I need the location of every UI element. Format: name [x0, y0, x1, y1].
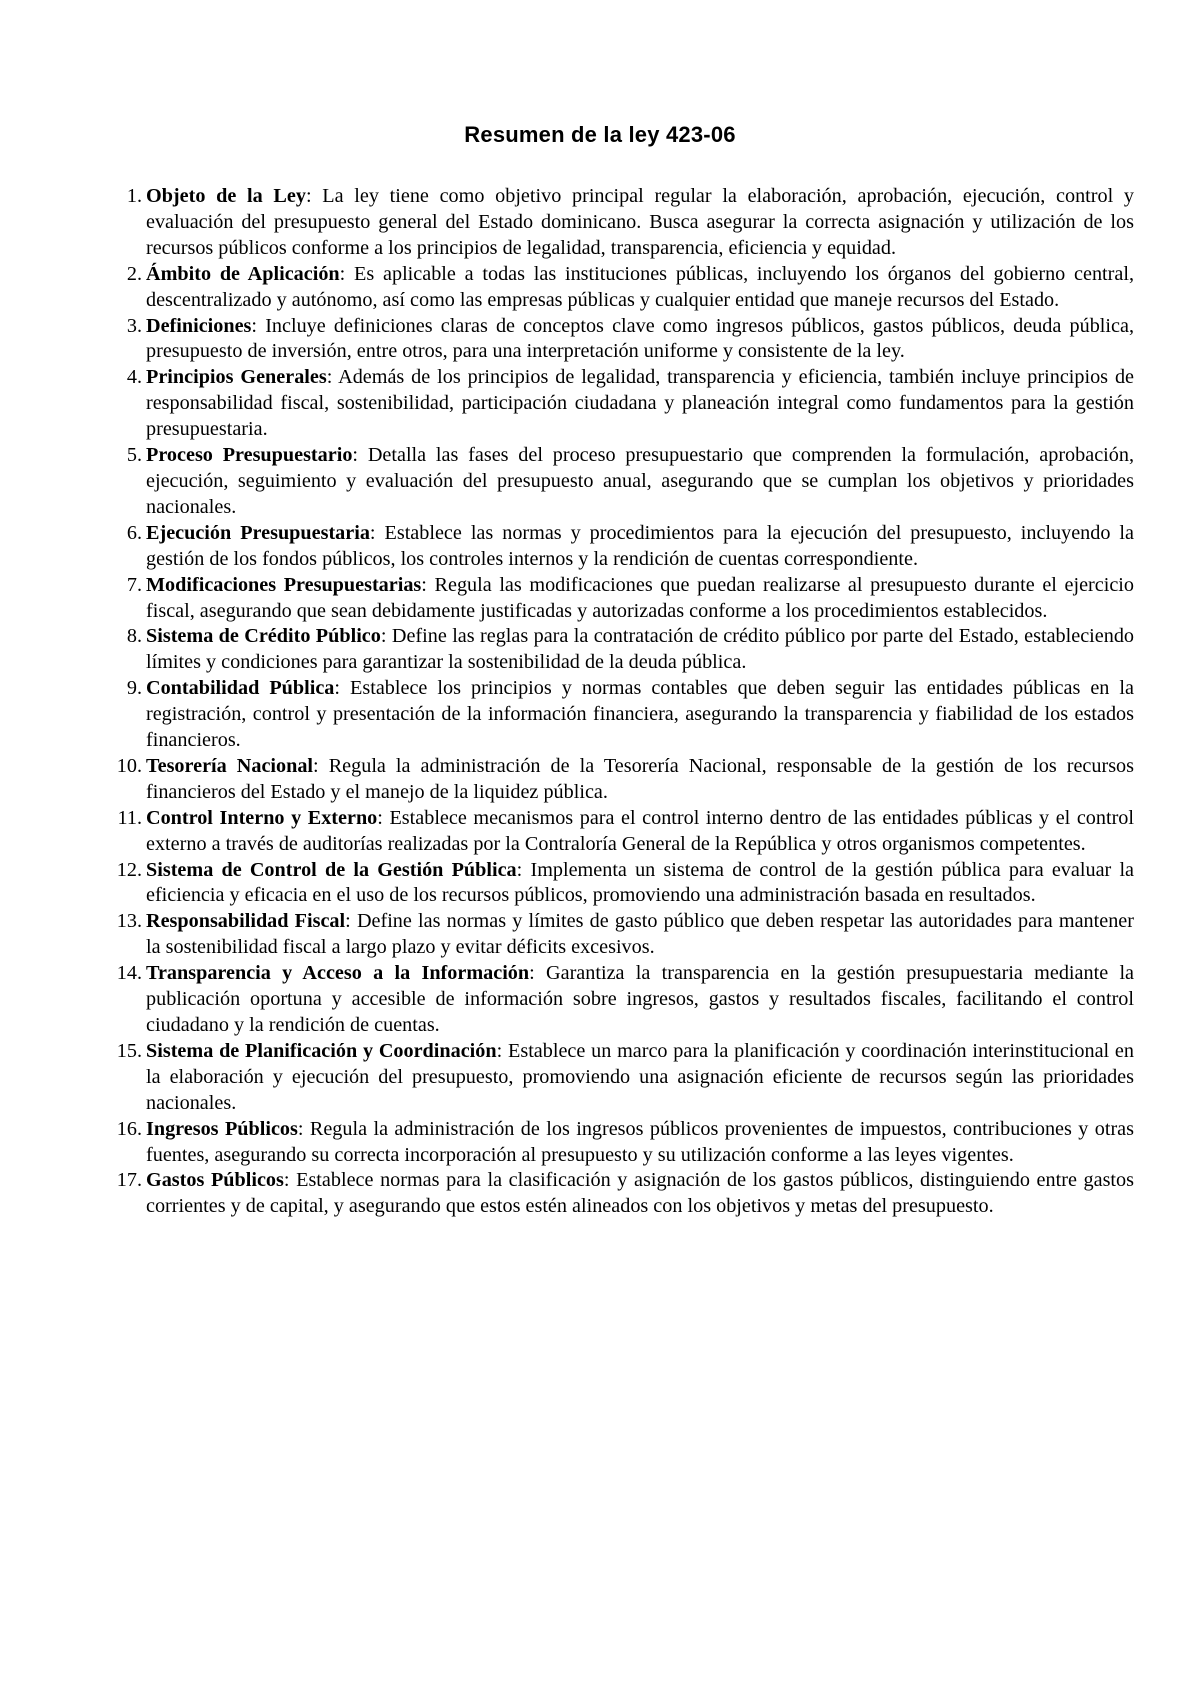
item-term: Definiciones — [146, 314, 252, 337]
item-text: Control Interno y Externo: Establece mecanismos para el control interno dentro de las entidades públicas y el control externo a través de auditorías realizadas por la Contraloría General de la República y otros organismos competentes. — [146, 806, 1135, 855]
item-number: 2. — [126, 262, 142, 285]
item-term: Modificaciones Presupuestarias — [146, 573, 422, 596]
list-item — [104, 314, 1134, 366]
item-term: Control Interno y Externo — [146, 806, 378, 829]
item-term: Responsabilidad Fiscal — [146, 910, 346, 933]
item-term: Ingresos Públicos — [146, 1117, 298, 1140]
item-description: Establece las normas y procedimientos para la ejecución del presupuesto, incluyendo la gestión de los fondos públicos, los controles internos y la rendición de cuentas correspondiente. — [146, 521, 1134, 570]
item-number: 4. — [126, 366, 142, 389]
item-description: Establece mecanismos para el control interno dentro de las entidades públicas y el control externo a través de auditorías realizadas por la Contraloría General de la República y otros organismos competentes. — [146, 806, 1135, 855]
item-description: Define las normas y límites de gasto público que deben respetar las autoridades para mantener la sostenibilidad fiscal a largo plazo y evitar déficits excesivos. — [146, 910, 1134, 959]
item-number: 9. — [126, 677, 142, 700]
item-description: Establece un marco para la planificación y coordinación interinstitucional en la elaboración y ejecución del presupuesto, promoviendo una asignación eficiente de recursos según las prioridades nacionales. — [146, 1039, 1134, 1114]
item-text: Definiciones: Incluye definiciones claras de conceptos clave como ingresos públicos, gastos públicos, deuda pública, presupuesto de inversión, entre otros, para una interpretación uniforme y consistente de la ley. — [146, 314, 1134, 363]
list-item — [104, 184, 1134, 262]
item-description: La ley tiene como objetivo principal regular la elaboración, aprobación, ejecución, control y evaluación del presupuesto general del Estado dominicano. Busca asegurar la correcta asignación y utilización de los recursos públicos conforme a los principios de legalidad, transparencia, eficiencia y equidad. — [146, 185, 1135, 259]
list-item — [104, 1168, 1134, 1220]
item-term: Objeto de la Ley — [146, 185, 306, 207]
item-term: Transparencia y Acceso a la Información — [146, 962, 530, 985]
item-number: 16. — [116, 1117, 142, 1140]
list-item — [104, 365, 1134, 443]
item-text: Tesorería Nacional: Regula la administración de la Tesorería Nacional, responsable de la gestión de los recursos financieros del Estado y el manejo de la liquidez pública. — [146, 754, 1135, 803]
list-item — [104, 909, 1134, 961]
item-term: Sistema de Control de la Gestión Pública — [146, 858, 517, 881]
item-description: Detalla las fases del proceso presupuestario que comprenden la formulación, aprobación, ejecución, seguimiento y evaluación del presupuesto anual, asegurando que se cumplan los objetivos y prioridades nacionales. — [146, 444, 1134, 518]
item-term: Proceso Presupuestario — [146, 444, 353, 467]
item-term: Gastos Públicos — [146, 1169, 284, 1192]
item-description: Incluye definiciones claras de conceptos clave como ingresos públicos, gastos públicos, deuda pública, presupuesto de inversión, entre otros, para una interpretación uniforme y consistente de la ley. — [146, 314, 1134, 363]
item-number: 3. — [126, 314, 142, 337]
item-text: Ámbito de Aplicación: Es aplicable a todas las instituciones públicas, incluyendo los órganos del gobierno central, descentralizado y autónomo, así como las empresas públicas y cualquier entidad que maneje recursos del Estado. — [146, 262, 1135, 311]
item-number: 7. — [126, 573, 142, 596]
list-item — [104, 262, 1134, 314]
list-item — [104, 961, 1134, 1039]
item-description: Regula la administración de la Tesorería Nacional, responsable de la gestión de los recursos financieros del Estado y el manejo de la liquidez pública. — [146, 754, 1135, 803]
list-item — [104, 573, 1134, 625]
item-description: Regula las modificaciones que puedan realizarse al presupuesto durante el ejercicio fiscal, asegurando que sean debidamente justificadas y autorizadas conforme a los procedimientos establecidos. — [146, 573, 1135, 622]
item-text: Objeto de la Ley: La ley tiene como objetivo principal regular la elaboración, aprobación, ejecución, control y evaluación del presupuesto general del Estado dominicano. Busca asegurar la correcta asignación y utilización de los recursos públicos conforme a los principios de legalidad, transparencia, eficiencia y equidad. — [146, 185, 1135, 259]
item-number: 10. — [116, 754, 142, 777]
item-term: Sistema de Crédito Público — [146, 625, 381, 648]
item-text: Sistema de Crédito Público: Define las reglas para la contratación de crédito público por parte del Estado, estableciendo límites y condiciones para garantizar la sostenibilidad de la deuda pública. — [146, 625, 1135, 674]
item-text: Principios Generales: Además de los principios de legalidad, transparencia y eficiencia, también incluye principios de responsabilidad fiscal, sostenibilidad, participación ciudadana y planeación integral como fundamentos para la gestión presupuestaria. — [146, 366, 1134, 441]
item-text: Modificaciones Presupuestarias: Regula las modificaciones que puedan realizarse al presupuesto durante el ejercicio fiscal, asegurando que sean debidamente justificadas y autorizadas conforme a los procedimientos establecidos. — [146, 573, 1135, 622]
list-item — [104, 624, 1134, 676]
item-term: Ámbito de Aplicación — [146, 262, 340, 285]
item-number: 8. — [126, 625, 142, 648]
list-item — [104, 858, 1134, 910]
item-number: 14. — [116, 962, 142, 985]
item-description: Establece normas para la clasificación y asignación de los gastos públicos, distinguiendo entre gastos corrientes y de capital, y asegurando que estos estén alineados con los objetivos y metas del presupuesto. — [146, 1169, 1134, 1218]
item-text: Sistema de Planificación y Coordinación: Establece un marco para la planificación y coordinación interinstitucional en la elaboración y ejecución del presupuesto, promoviendo una asignación eficiente de recursos según las prioridades nacionales. — [146, 1039, 1134, 1114]
item-description: Define las reglas para la contratación de crédito público por parte del Estado, estableciendo límites y condiciones para garantizar la sostenibilidad de la deuda pública. — [146, 625, 1135, 674]
item-term: Principios Generales — [146, 366, 327, 389]
item-term: Ejecución Presupuestaria — [146, 521, 370, 544]
item-term: Contabilidad Pública — [146, 677, 335, 700]
item-number: 11. — [117, 806, 142, 829]
list-item — [104, 443, 1134, 521]
item-number: 5. — [126, 444, 142, 467]
list-item — [104, 1039, 1134, 1117]
item-text: Contabilidad Pública: Establece los principios y normas contables que deben seguir las entidades públicas en la registración, control y presentación de la información financiera, asegurando la transparencia y fiabilidad de los estados financieros. — [146, 677, 1134, 752]
list-item — [104, 521, 1134, 573]
item-number: 1. — [126, 185, 142, 207]
item-description: Implementa un sistema de control de la gestión pública para evaluar la eficiencia y eficacia en el uso de los recursos públicos, promoviendo una administración basada en resultados. — [146, 858, 1135, 907]
item-number: 15. — [116, 1039, 142, 1062]
item-number: 17. — [116, 1169, 142, 1192]
item-text: Responsabilidad Fiscal: Define las normas y límites de gasto público que deben respetar las autoridades para mantener la sostenibilidad fiscal a largo plazo y evitar déficits excesivos. — [146, 910, 1134, 959]
item-text: Transparencia y Acceso a la Información: Garantiza la transparencia en la gestión presupuestaria mediante la publicación oportuna y accesible de información sobre ingresos, gastos y resultados fiscales, facilitando el control ciudadano y la rendición de cuentas. — [146, 962, 1135, 1036]
item-text: Proceso Presupuestario: Detalla las fases del proceso presupuestario que comprenden la formulación, aprobación, ejecución, seguimiento y evaluación del presupuesto anual, asegurando que se cumplan los objetivos y prioridades nacionales. — [146, 444, 1134, 518]
summary-list — [104, 184, 1134, 1220]
item-description: Establece los principios y normas contables que deben seguir las entidades públicas en la registración, control y presentación de la información financiera, asegurando la transparencia y fiabilidad de los estados financieros. — [146, 677, 1134, 752]
item-number: 12. — [116, 858, 142, 881]
item-number: 13. — [116, 910, 142, 933]
list-item — [104, 676, 1134, 754]
item-text: Ingresos Públicos: Regula la administración de los ingresos públicos provenientes de impuestos, contribuciones y otras fuentes, asegurando su correcta incorporación al presupuesto y su utilización conforme a las leyes vigentes. — [146, 1117, 1135, 1166]
list-item — [104, 754, 1134, 806]
item-text: Gastos Públicos: Establece normas para la clasificación y asignación de los gastos públicos, distinguiendo entre gastos corrientes y de capital, y asegurando que estos estén alineados con los objetivos y metas del presupuesto. — [146, 1169, 1134, 1218]
list-item — [104, 1117, 1134, 1169]
item-text: Ejecución Presupuestaria: Establece las normas y procedimientos para la ejecución del presupuesto, incluyendo la gestión de los fondos públicos, los controles internos y la rendición de cuentas correspondiente. — [146, 521, 1134, 570]
list-item — [104, 806, 1134, 858]
item-text: Sistema de Control de la Gestión Pública: Implementa un sistema de control de la gestión pública para evaluar la eficiencia y eficacia en el uso de los recursos públicos, promoviendo una administración basada en resultados. — [146, 858, 1135, 907]
item-description: Garantiza la transparencia en la gestión presupuestaria mediante la publicación oportuna y accesible de información sobre ingresos, gastos y resultados fiscales, facilitando el control ciudadano y la rendición de cuentas. — [146, 962, 1135, 1036]
page-title: Resumen de la ley 423-06 — [464, 122, 736, 147]
item-term: Sistema de Planificación y Coordinación — [146, 1039, 497, 1062]
item-term: Tesorería Nacional — [146, 754, 314, 777]
item-description: Es aplicable a todas las instituciones públicas, incluyendo los órganos del gobierno central, descentralizado y autónomo, así como las empresas públicas y cualquier entidad que maneje recursos del Estado. — [146, 262, 1135, 311]
item-description: Además de los principios de legalidad, transparencia y eficiencia, también incluye principios de responsabilidad fiscal, sostenibilidad, participación ciudadana y planeación integral como fundamentos para la gestión presupuestaria. — [146, 366, 1134, 441]
item-description: Regula la administración de los ingresos públicos provenientes de impuestos, contribuciones y otras fuentes, asegurando su correcta incorporación al presupuesto y su utilización conforme a las leyes vigentes. — [146, 1117, 1135, 1166]
item-number: 6. — [126, 521, 142, 544]
